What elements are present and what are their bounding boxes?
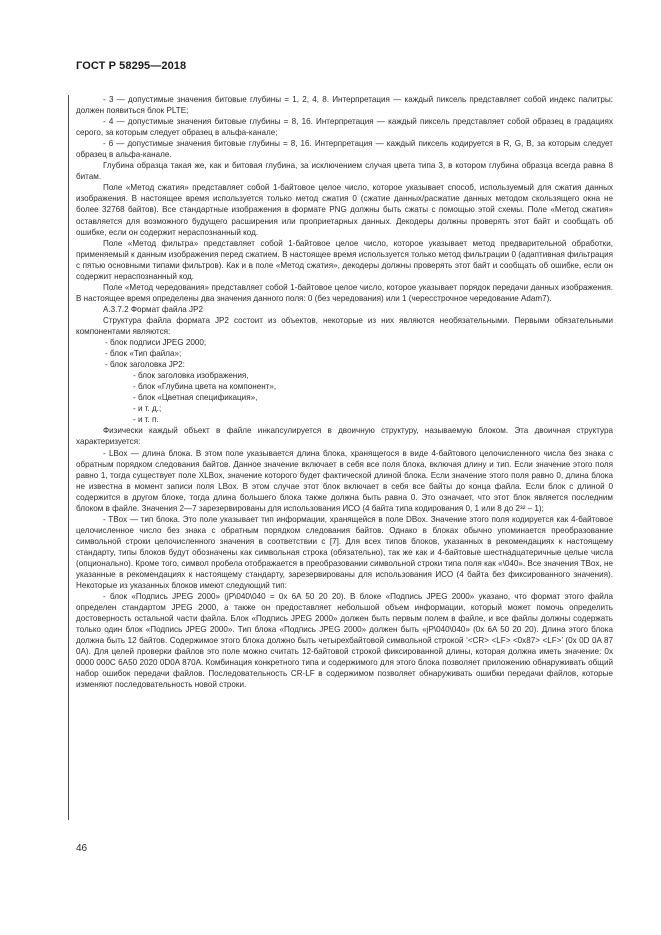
sub-list-item: - блок «Глубина цвета на компонент», bbox=[133, 382, 277, 392]
page-number: 46 bbox=[76, 843, 88, 854]
paragraph: Поле «Метод чередования» представляет собой 1-байтовое целое число, которое указывает порядок передачи данных изображения. В настоящее время определены два значения данного поля: 0 (без чередования) или 1 (чересстрочное чередование Adam7). bbox=[76, 282, 613, 303]
paragraph: Структура файла формата JP2 состоит из объектов, некоторые из них являются необязательными. Первыми обязательными компонентами являются: bbox=[76, 315, 613, 336]
paragraph: - 4 — допустимые значения битовые глубины = 8, 16. Интерпретация — каждый пиксель представляет собой образец в градациях серого, за которым следует образец в альфа-канале; bbox=[76, 117, 613, 138]
list-item: - блок «Тип файла»; bbox=[105, 349, 182, 359]
body-text bbox=[76, 94, 613, 691]
paragraph: - TBox — тип блока. Это поле указывает тип информации, хранящейся в поле DBox. Значение этого поля кодируется как 4-байтовое целочисленное число без знака с обратным порядком следования байтов. Однако в блоках обычно упоминается преобразование символьной строки целочисленного значения в соответствии с [7]. Для всех типов блоков, указанных в рекомендациях к настоящему стандарту, типы блоков будут обозначены как символьная строка (обязательно), так же как и 4-байтовые шестнадцатеричные целые числа (опционально). Кроме того, символ пробела отображается в преобразовании символьной строки типа поля как «\040». Все значения TBox, не указанные в рекомендациях к настоящему стандарту, зарезервированы для использования ИСО (4 байта без фиксированного значения). Некоторые из указанных блоков имеют следующий тип: bbox=[76, 514, 613, 591]
sub-list-item: - блок заголовка изображения, bbox=[133, 371, 249, 381]
paragraph: - 3 — допустимые значения битовые глубины = 1, 2, 4, 8. Интерпретация — каждый пиксель представляет собой индекс палитры: должен появиться блок PLTE; bbox=[76, 95, 613, 116]
section-heading: А.3.7.2 Формат файла JP2 bbox=[103, 304, 203, 314]
paragraph: Глубина образца такая же, как и битовая глубина, за исключением случая цвета типа 3, в котором глубина образца всегда равна 8 битам. bbox=[76, 161, 613, 182]
paragraph: Поле «Метод сжатия» представляет собой 1-байтовое целое число, которое указывает способ, используемый для сжатия данных изображения. В настоящее время используется только метод сжатия 0 (сжатие данных/расжатие данных методом скользящего окна не более 32768 байтов). Все стандартные изображения в формате PNG должны быть сжаты с помощью этой схемы. Поле «Метод сжатия» оставляется для возможного будущего расширения или проприетарных данных. Декодеры должны проверять этот байт и сообщать об ошибке, если он содержит нераспознанный код. bbox=[76, 183, 613, 237]
paragraph: Физически каждый объект в файле инкапсулируется в двоичную структуру, называемую блоком. Эта двоичная структура характеризуется: bbox=[76, 426, 613, 447]
paragraph: - LBox — длина блока. В этом поле указывается длина блока, хранящегося в виде 4-байтового целочисленного числа без знака с обратным порядком следования байтов. Данное значение включает в себя все поля блока, включая длину и тип. Если значение этого поля равно 1, тогда существует поле XLBox, значение которого будет фактической длиной блока. Если значение этого поля равно 0, длина блока не известна в момент записи поля LBox. В этом случае этот блок включает в себя все байты до конца файла. Если блок с длиной 0 содержится в другом блоке, тогда длина большего блока также должна быть равна 0. Это означает, что этот блок является последним блоком в файле. Значения 2—7 зарезервированы для использования ИСО (4 байта типа кодирования 0, 1 или 8 до 2³² – 1); bbox=[76, 448, 613, 513]
sub-list-item: - блок «Цветная спецификация», bbox=[133, 393, 258, 403]
paragraph: - блок «Подпись JPEG 2000» (jP\040\040 = 0x 6A 50 20 20). В блоке «Подпись JPEG 2000» указано, что формат этого файла определен стандартом JPEG 2000, а также он предоставляет небольшой объем информации, который может помочь определить достоверность остальной части файла. Блок «Подпись JPEG 2000» должен быть первым полем в файле, и все файлы должны содержать только один блок «Подпись JPEG 2000». Тип блока «Подпись JPEG 2000» должен быть «jP\040\040» (0x 6A 50 20 20). Длина этого блока должна быть 12 байтов. Содержимое этого блока должно быть четырехбайтовой символьной строкой ‘<CR> <LF> <0x87> <LF>’ (0x 0D 0A 87 0A). Для целей проверки файлов это поле можно считать 12-байтовой строкой фиксированной длины, которая должна иметь значение: 0x 0000 000C 6A50 2020 0D0A 870A. Комбинация конкретного типа и содержимого для этого блока позволяет приложению обнаруживать общий набор ошибок передачи файлов. Последовательность CR-LF в содержимом позволяет обнаруживать ошибки передачи файлов, которые изменяют последовательность новой строки. bbox=[76, 592, 613, 690]
sub-list-item: - и т. д.; bbox=[133, 404, 162, 414]
list-item: - блок подписи JPEG 2000; bbox=[105, 338, 207, 348]
document-header: ГОСТ Р 58295—2018 bbox=[76, 60, 187, 72]
paragraph: - 6 — допустимые значения битовые глубины = 8, 16. Интерпретация — каждый пиксель кодируется в R, G, B, за которым следует образец в альфа-канале. bbox=[76, 139, 613, 160]
revision-bar bbox=[68, 95, 69, 820]
list-item: - блок заголовка JP2: bbox=[105, 360, 185, 370]
sub-list-item: - и т. п. bbox=[133, 415, 159, 425]
paragraph: Поле «Метод фильтра» представляет собой 1-байтовое целое число, которое указывает метод предварительной обработки, применяемый к данным изображения перед сжатием. В настоящее время используется только метод фильтрации 0 (адаптивная фильтрация с пятью основными типами фильтров). Как и в поле «Метод сжатия», декодеры должны проверять этот байт и сообщать об ошибке, если он содержит нераспознанный код. bbox=[76, 238, 613, 281]
